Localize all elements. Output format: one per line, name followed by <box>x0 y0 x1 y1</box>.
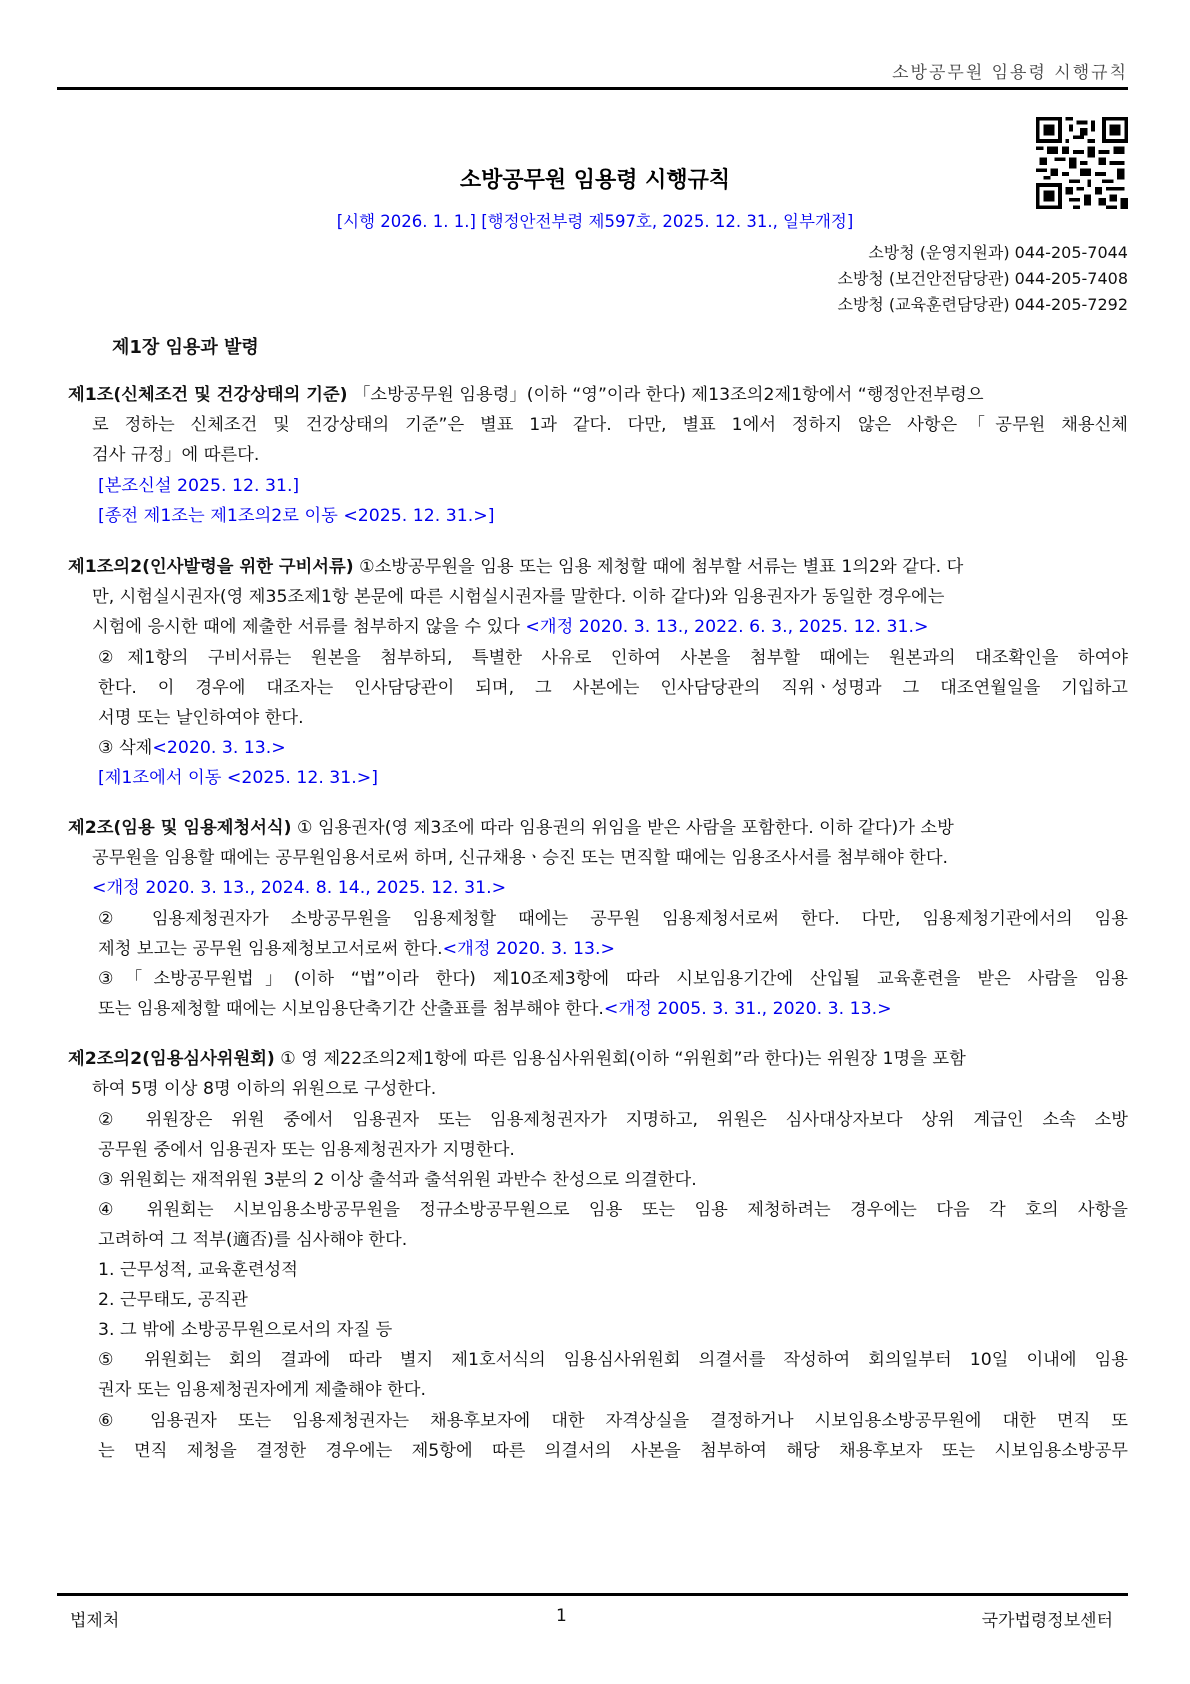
article-2-2-item-1: 1. 근무성적, 교육훈련성적 <box>98 1260 298 1280</box>
article-2-2-para-5-line-1: ⑤ 위원회는 회의 결과에 따라 별지 제1호서식의 임용심사위원회 의결서를 작성하여 회의일부터 10일 이내에 임용 <box>98 1350 1128 1370</box>
header-rule <box>57 87 1128 90</box>
article-2-2-para-2-line-2: 공무원 중에서 임용권자 또는 임용제청권자가 지명한다. <box>98 1140 515 1160</box>
amendment-link[interactable]: <개정 2005. 3. 31., 2020. 3. 13.> <box>603 999 892 1019</box>
article-2-heading[interactable]: 제2조(임용 및 임용제청서식) <box>68 818 292 838</box>
article-1-2-para-2-line-1: ②제1항의 구비서류는 원본을 첨부하되, 특별한 사유로 인하여 사본을 첨부할 때에는 원본과의 대조확인을 하여야 <box>98 648 1128 668</box>
article-2-2-para-4-line-2: 고려하여 그 적부(適否)를 심사해야 한다. <box>98 1230 408 1250</box>
article-1-2-para-3: ③ 삭제<2020. 3. 13.> <box>98 738 286 758</box>
article-1-line-3: 검사 규정」에 따른다. <box>92 445 260 465</box>
article-1-line-1: 제1조(신체조건 및 건강상태의 기준) 「소방공무원 임용령」(이하 “영”이라 한다) 제13조의2제1항에서 “행정안전부령으 <box>68 385 984 405</box>
amendment-link[interactable]: <개정 2020. 3. 13., 2022. 6. 3., 2025. 12. 31.> <box>525 617 929 637</box>
article-2-2-para-6-line-1: ⑥ 임용권자 또는 임용제청권자는 채용후보자에 대한 자격상실을 결정하거나 시보임용소방공무원에 대한 면직 또 <box>98 1411 1128 1431</box>
document-title: 소방공무원 임용령 시행규칙 <box>459 168 731 193</box>
article-1-heading[interactable]: 제1조(신체조건 및 건강상태의 기준) <box>68 385 348 405</box>
article-1-2-line-1: 제1조의2(인사발령을 위한 구비서류) ①소방공무원을 임용 또는 임용 제청할 때에 첨부할 서류는 별표 1의2와 같다. 다 <box>68 557 964 577</box>
chapter-heading: 제1장 임용과 발령 <box>112 337 259 358</box>
article-1-2-para-2-line-2: 한다. 이 경우에 대조자는 인사담당관이 되며, 그 사본에는 인사담당관의 직위ㆍ성명과 그 대조연월일을 기입하고 <box>98 678 1128 698</box>
amendment-link[interactable]: <2020. 3. 13.> <box>152 738 286 758</box>
article-2-2-para-4-line-1: ④ 위원회는 시보임용소방공무원을 정규소방공무원으로 임용 또는 임용 제청하려는 경우에는 다음 각 호의 사항을 <box>98 1200 1128 1220</box>
article-2-2-heading[interactable]: 제2조의2(임용심사위원회) <box>68 1049 275 1069</box>
enforcement-info[interactable]: [시행 2026. 1. 1.] [행정안전부령 제597호, 2025. 12. 31., 일부개정] <box>336 212 854 231</box>
article-1-new-note[interactable]: [본조신설 2025. 12. 31.] <box>98 476 300 496</box>
footer-publisher: 법제처 <box>70 1611 120 1631</box>
article-2-para-3-line-1: ③「소방공무원법」(이하 “법”이라 한다) 제10조제3항에 따라 시보임용기간에 산입될 교육훈련을 받은 사람을 임용 <box>98 969 1128 989</box>
article-2-2-para-2-line-1: ② 위원장은 위원 중에서 임용권자 또는 임용제청권자가 지명하고, 위원은 심사대상자보다 상위 계급인 소속 소방 <box>98 1110 1128 1130</box>
article-2-line-2: 공무원을 임용할 때에는 공무원임용서로써 하며, 신규채용ㆍ승진 또는 면직할 때에는 임용조사서를 첨부해야 한다. <box>92 848 949 868</box>
contact-line-3: 소방청 (교육훈련담당관) 044-205-7292 <box>837 295 1128 314</box>
footer-rule <box>57 1593 1128 1596</box>
article-2-2-item-3: 3. 그 밖에 소방공무원으로서의 자질 등 <box>98 1320 393 1340</box>
contact-line-1: 소방청 (운영지원과) 044-205-7044 <box>868 243 1128 262</box>
article-1-2-para-2-line-3: 서명 또는 날인하여야 한다. <box>98 708 304 728</box>
amendment-link[interactable]: <개정 2020. 3. 13.> <box>442 939 615 959</box>
article-2-2-para-5-line-2: 권자 또는 임용제청권자에게 제출해야 한다. <box>98 1380 426 1400</box>
footer-source: 국가법령정보센터 <box>981 1611 1113 1631</box>
article-1-2-line-3: 시험에 응시한 때에 제출한 서류를 첨부하지 않을 수 있다 <개정 2020. 3. 13., 2022. 6. 3., 2025. 12. 31.> <box>92 617 929 637</box>
amendment-link[interactable]: <개정 2020. 3. 13., 2024. 8. 14., 2025. 12. 31.> <box>92 878 507 898</box>
article-1-2-heading[interactable]: 제1조의2(인사발령을 위한 구비서류) <box>68 557 354 577</box>
article-2-para-2-line-2: 제청 보고는 공무원 임용제청보고서로써 한다.<개정 2020. 3. 13.> <box>98 939 615 959</box>
article-2-2-para-6-line-2: 는 면직 제청을 결정한 경우에는 제5항에 따른 의결서의 사본을 첨부하여 해당 채용후보자 또는 시보임용소방공무 <box>98 1441 1128 1461</box>
article-1-2-move-note[interactable]: [제1조에서 이동 <2025. 12. 31.>] <box>98 768 379 788</box>
article-2-2-item-2: 2. 근무태도, 공직관 <box>98 1290 248 1310</box>
page-number: 1 <box>556 1606 567 1626</box>
article-2-line-1: 제2조(임용 및 임용제청서식) ① 임용권자(영 제3조에 따라 임용권의 위임을 받은 사람을 포함한다. 이하 같다)가 소방 <box>68 818 954 838</box>
article-1-2-line-2: 만, 시험실시권자(영 제35조제1항 본문에 따른 시험실시권자를 말한다. 이하 같다)와 임용권자가 동일한 경우에는 <box>92 587 945 607</box>
article-1-line-2: 로 정하는 신체조건 및 건강상태의 기준”은 별표 1과 같다. 다만, 별표 1에서 정하지 않은 사항은「공무원 채용신체 <box>92 415 1128 435</box>
article-1-move-note[interactable]: [종전 제1조는 제1조의2로 이동 <2025. 12. 31.>] <box>98 506 495 526</box>
running-header-title: 소방공무원 임용령 시행규칙 <box>892 63 1128 83</box>
article-2-para-3-line-2: 또는 임용제청할 때에는 시보임용단축기간 산출표를 첨부해야 한다.<개정 2005. 3. 31., 2020. 3. 13.> <box>98 999 892 1019</box>
article-2-para-2-line-1: ② 임용제청권자가 소방공무원을 임용제청할 때에는 공무원 임용제청서로써 한다. 다만, 임용제청기관에서의 임용 <box>98 909 1128 929</box>
article-2-2-line-2: 하여 5명 이상 8명 이하의 위원으로 구성한다. <box>92 1079 437 1099</box>
article-2-2-para-3: ③ 위원회는 재적위원 3분의 2 이상 출석과 출석위원 과반수 찬성으로 의결한다. <box>98 1170 697 1190</box>
article-2-2-line-1: 제2조의2(임용심사위원회) ① 영 제22조의2제1항에 따른 임용심사위원회(이하 “위원회”라 한다)는 위원장 1명을 포함 <box>68 1049 966 1069</box>
contact-line-2: 소방청 (보건안전담당관) 044-205-7408 <box>837 269 1128 288</box>
